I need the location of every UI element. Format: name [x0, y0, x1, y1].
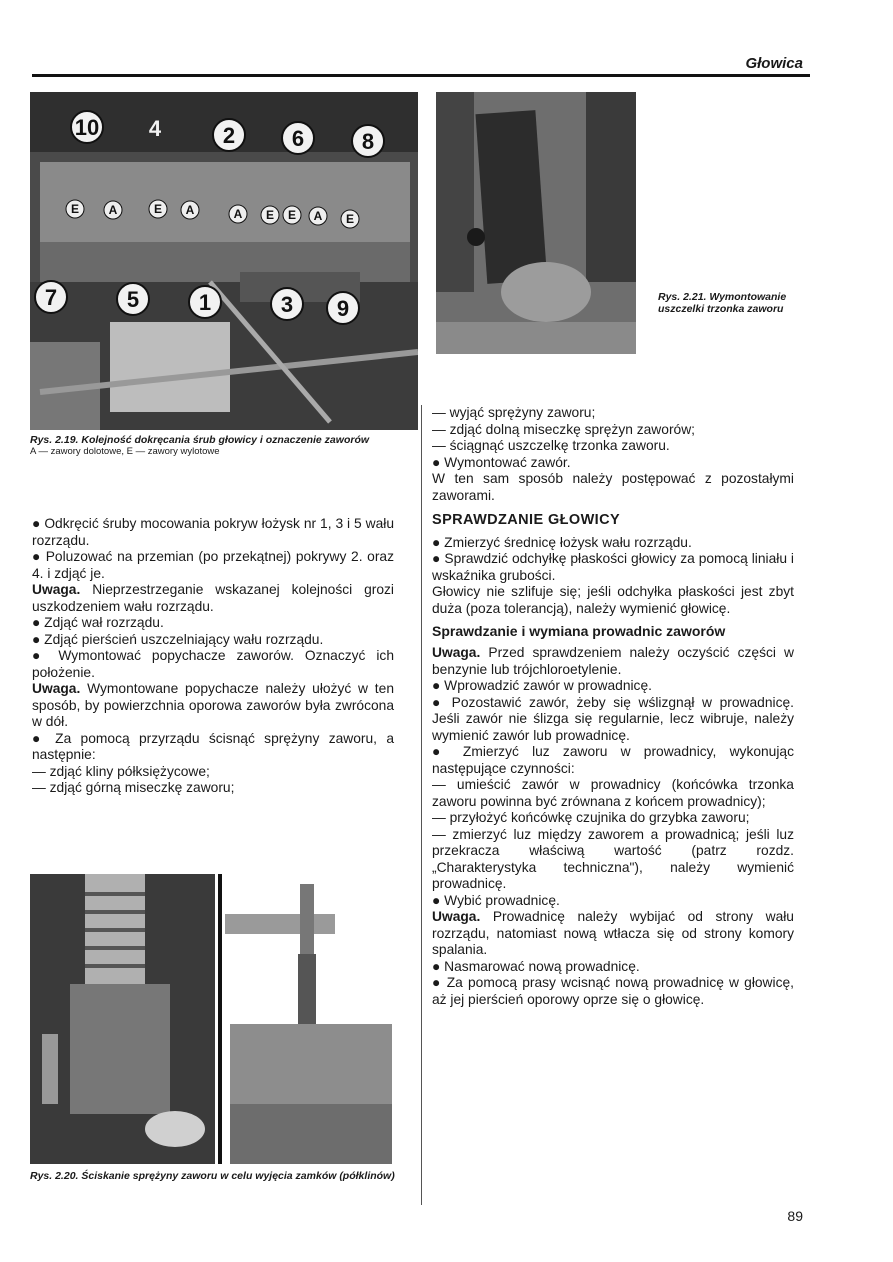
header-rule [32, 74, 810, 77]
running-header: Głowica [745, 55, 803, 72]
bolt-number: 2 [222, 123, 236, 148]
valve-spring-compressor-illustration [30, 874, 392, 1164]
valve-letter: E [70, 202, 80, 216]
left-column [32, 516, 394, 797]
valve-seal-illustration [436, 92, 636, 354]
fig-2-19-caption [30, 434, 400, 458]
bolt-number: 3 [280, 292, 294, 317]
column-divider [421, 405, 422, 1205]
section-heading: SPRAWDZANIE GŁOWICY [432, 512, 621, 528]
valve-letter: E [265, 208, 275, 222]
uwaga-text: Przed sprawdzeniem należy oczyścić części w benzynie lub trójchloroetylenie. [432, 645, 794, 677]
paragraph: ● Nasmarować nową prowadnicę. [432, 958, 640, 974]
bolt-number: 10 [74, 115, 100, 140]
uwaga-label: Uwaga. [32, 582, 81, 597]
paragraph: — umieścić zawór w prowadnicy (końcówka trzonka zaworu powinna być zrównana z końcem prowadnicy); [432, 777, 794, 809]
paragraph: ● Wprowadzić zawór w prowadnicę. [432, 678, 652, 693]
uwaga-label: Uwaga. [432, 909, 481, 924]
fig-2-19-photo [30, 92, 418, 430]
paragraph: — zdjąć dolną miseczkę sprężyn zaworów; [432, 421, 696, 437]
bolt-number: 4 [148, 116, 162, 141]
paragraph: ● Zdjąć wał rozrządu. [32, 615, 164, 630]
uwaga-label: Uwaga. [432, 645, 481, 660]
paragraph: ● Odkręcić śruby mocowania pokryw łożysk nr 1, 3 i 5 wału rozrządu. [32, 516, 394, 548]
valve-letter: E [287, 208, 297, 222]
caption-note: A — zawory dolotowe, E — zawory wylotowe [30, 446, 220, 457]
paragraph: Głowicy nie szlifuje się; jeśli odchyłka płaskości jest zbyt duża (poza tolerancją), należy wymienić głowicę. [432, 584, 794, 616]
bolt-number: 6 [291, 126, 305, 151]
valve-letter: E [345, 212, 355, 226]
bolt-number: 9 [336, 296, 350, 321]
paragraph: — zdjąć kliny półksiężycowe; [32, 763, 210, 779]
paragraph: ● Poluzować na przemian (po przekątnej) pokrywy 2. oraz 4. i zdjąć je. [32, 549, 394, 581]
note-paragraph [32, 681, 394, 731]
bolt-number: 1 [198, 290, 212, 315]
valve-letter: A [185, 203, 195, 217]
paragraph: — przyłożyć końcówkę czujnika do grzybka zaworu; [432, 810, 750, 825]
paragraph: ● Wybić prowadnicę. [432, 892, 560, 908]
paragraph: — zdjąć górną miseczkę zaworu; [32, 780, 235, 795]
valve-letter: A [233, 207, 243, 221]
paragraph: ● Zdjąć pierścień uszczelniający wału rozrządu. [32, 631, 324, 647]
paragraph: ● Sprawdzić odchyłkę płaskości głowicy za pomocą liniału i wskaźnika grubości. [432, 551, 794, 583]
bolt-number: 5 [126, 287, 140, 312]
paragraph: ● Wymontować zawór. [432, 454, 571, 470]
paragraph: — zmierzyć luz między zaworem a prowadnicą; jeśli luz przekracza właściwą wartość (patrz rozdz. „Charakterystyka techniczna"), należy wymienić prowadnicę. [432, 826, 794, 891]
caption-title: Rys. 2.19. Kolejność dokręcania śrub głowicy i oznaczenie zaworów [30, 434, 370, 446]
paragraph: ● Za pomocą przyrządu ścisnąć sprężyny zaworu, a następnie: [32, 730, 394, 762]
paragraph: ● Zmierzyć luz zaworu w prowadnicy, wykonując następujące czynności: [432, 744, 794, 776]
paragraph: W ten sam sposób należy postępować z pozostałymi zaworami. [432, 471, 794, 503]
page-number: 89 [787, 1208, 803, 1224]
fig-2-20-caption: Rys. 2.20. Ściskanie sprężyny zaworu w celu wyjęcia zamków (półklinów) [30, 1170, 395, 1182]
uwaga-label: Uwaga. [32, 681, 81, 696]
valve-letter: A [108, 203, 118, 217]
uwaga-text: Wymontowane popychacze należy ułożyć w ten sposób, by powierzchnia oporowa zaworów była zwrócona w dół. [32, 681, 394, 729]
paragraph: — ściągnąć uszczelkę trzonka zaworu. [432, 438, 670, 453]
engine-head-illustration [30, 92, 418, 430]
paragraph: ● Pozostawić zawór, żeby się wślizgnął w prowadnicę. Jeśli zawór nie ślizga się regularnie, lecz wibruje, należy wymienić zawór lub prowadnicę. [432, 694, 794, 743]
paragraph: — wyjąć sprężyny zaworu; [432, 405, 596, 420]
fig-2-20-photo [30, 874, 392, 1164]
bolt-number: 8 [361, 129, 375, 154]
subsection-heading: Sprawdzanie i wymiana prowadnic zaworów [432, 623, 726, 639]
paragraph: ● Za pomocą prasy wcisnąć nową prowadnicę w głowicę, aż jej pierścień oporowy oprze się o głowicę. [432, 975, 794, 1007]
note-paragraph [32, 582, 394, 615]
note-paragraph [432, 645, 794, 678]
right-column [432, 405, 794, 1008]
fig-2-21-photo [436, 92, 636, 354]
paragraph: ● Zmierzyć średnicę łożysk wału rozrządu. [432, 534, 692, 550]
valve-letter: E [153, 202, 163, 216]
fig-2-21-caption: Rys. 2.21. Wymontowanie uszczelki trzonka zaworu [658, 291, 787, 315]
valve-letter: A [313, 209, 323, 223]
note-paragraph [432, 909, 794, 959]
uwaga-text: Nieprzestrzeganie wskazanej kolejności grozi uszkodzeniem wału rozrządu. [32, 582, 394, 614]
paragraph: ● Wymontować popychacze zaworów. Oznaczyć ich położenie. [32, 648, 394, 680]
bolt-number: 7 [44, 285, 58, 310]
uwaga-text: Prowadnicę należy wybijać od strony wału rozrządu, natomiast nową wtłacza się od strony komory spalania. [432, 909, 794, 957]
